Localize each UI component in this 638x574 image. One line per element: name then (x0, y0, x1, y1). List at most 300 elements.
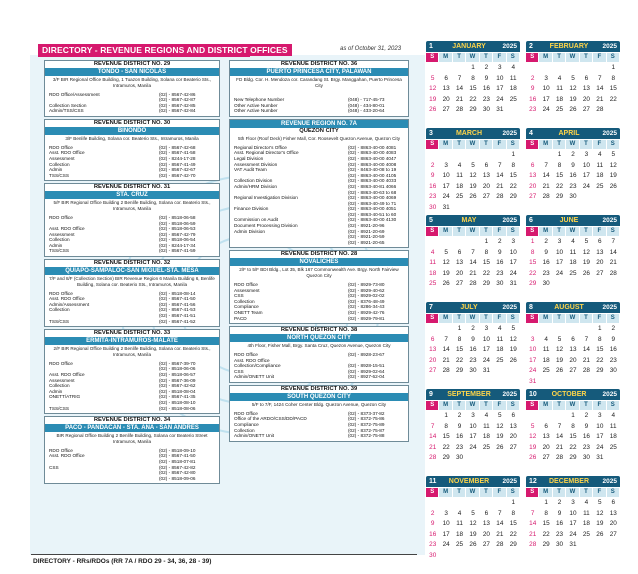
phone-number: (02) - 8518-06-53 (159, 226, 196, 232)
weekday-label: W (466, 227, 479, 236)
phone-number: (02) - 8567-41-51 (159, 313, 196, 319)
day-cell: 20 (482, 530, 490, 538)
day-cell: 22 (542, 530, 550, 538)
day-cell: 8 (511, 161, 516, 169)
day-cell (553, 411, 566, 422)
day-cell: 6 (598, 238, 602, 245)
office-label: RDO Office (49, 144, 73, 150)
day-cell: 20 (456, 269, 464, 277)
day-cell: 5 (584, 238, 589, 245)
phone-number: (02) - 8921-20-69 (348, 228, 385, 234)
contact-list (230, 410, 408, 441)
office-label: Admin (49, 242, 63, 248)
weekday-header (426, 53, 520, 62)
week-row (526, 443, 620, 454)
weekday-label: F (593, 314, 606, 323)
contact-row (49, 248, 215, 254)
day-cell: 17 (442, 182, 450, 190)
phone-number: (02) - 8518-08-04 (159, 388, 196, 394)
district-block (44, 119, 220, 181)
week-row (426, 551, 520, 562)
week-row (426, 345, 520, 356)
district-block (229, 250, 409, 324)
office-label (234, 240, 348, 246)
weekday-label: S (526, 53, 539, 62)
day-cell: 29 (509, 541, 517, 548)
district-number: REVENUE DISTRICT NO. 30 (93, 119, 171, 126)
office-label: CSS (234, 293, 244, 299)
day-cell: 24 (482, 356, 490, 364)
day-cell: 10 (596, 422, 604, 430)
office-label: Admin Division (234, 228, 265, 234)
weekday-header (426, 488, 520, 497)
day-cell: 9 (544, 248, 548, 256)
weekday-header (526, 140, 620, 149)
day-cell: 10 (442, 520, 450, 527)
day-cell (466, 453, 479, 464)
day-cell: 5 (598, 499, 602, 506)
month-year: 2025 (602, 217, 617, 224)
day-cell: 10 (469, 422, 477, 430)
day-cell: 13 (569, 346, 577, 353)
month-name: AUGUST (554, 304, 584, 311)
day-cell: 6 (457, 248, 462, 256)
phone-number: (02) - 8567-39-70 (159, 360, 196, 366)
day-cell: 18 (509, 85, 517, 92)
day-cell: 12 (496, 422, 504, 430)
day-cell (507, 453, 520, 464)
day-cell: 28 (556, 454, 564, 461)
day-cell: 23 (542, 269, 550, 277)
office-label: Assessment (234, 287, 260, 293)
day-cell: 28 (609, 269, 617, 277)
day-cell: 10 (482, 335, 490, 343)
week-row (526, 258, 620, 269)
day-cell: 26 (556, 367, 564, 374)
day-cell: 15 (509, 172, 517, 179)
day-cell: 30 (496, 280, 504, 287)
weekday-label: T (580, 488, 593, 497)
day-cell: 14 (609, 248, 617, 256)
day-cell: 6 (571, 335, 575, 343)
day-cell: 9 (484, 74, 489, 82)
week-row (526, 366, 620, 377)
week-row (426, 171, 520, 182)
day-cell: 13 (482, 520, 490, 527)
district-name: BINONDO (45, 127, 219, 135)
weekday-label: S (507, 314, 520, 323)
district-block (44, 329, 220, 414)
weekday-header (426, 140, 520, 149)
month-name: JUNE (559, 217, 579, 224)
day-cell: 23 (429, 541, 437, 548)
day-cell: 4 (511, 64, 516, 71)
phone-number: (02) - 8567-41-50 (159, 453, 196, 459)
office-label: Asst. RDO Office (49, 226, 85, 232)
day-cell: 22 (509, 530, 517, 538)
day-cell: 24 (542, 106, 550, 113)
month-number: 10 (529, 391, 537, 398)
day-cell: 14 (442, 346, 450, 353)
office-label: RDO Office (49, 360, 73, 366)
day-cell: 19 (496, 433, 504, 440)
office-label: Collection Division (234, 178, 273, 184)
phone-number: (02) - 8929-40-62 (348, 287, 385, 293)
day-cell: 16 (609, 346, 617, 353)
phone-number: (02) - 8863-40-00 4047 (348, 155, 397, 161)
day-cell: 4 (598, 151, 602, 158)
day-cell: 23 (429, 193, 437, 200)
day-cell: 2 (471, 325, 475, 332)
day-cell: 4 (544, 335, 548, 343)
contact-row (234, 240, 404, 246)
day-cell: 7 (557, 422, 562, 430)
office-label: Assessment (49, 231, 75, 237)
day-cell: 16 (429, 530, 437, 538)
day-cell: 15 (569, 433, 577, 440)
weekday-label: W (466, 140, 479, 149)
office-label: Assessment (49, 155, 75, 161)
phone-number: (02) - 8518-06-54 (159, 237, 196, 243)
district-address: 3/F Benlife Building, Solana cor. Beaterio Sts., Intramuros, Manila (65, 135, 199, 141)
day-cell: 7 (611, 238, 616, 245)
day-cell (493, 366, 506, 377)
weekday-label: M (439, 314, 452, 323)
day-cell: 20 (429, 356, 437, 364)
day-cell (526, 324, 539, 335)
weekday-label: M (439, 227, 452, 236)
phone-number: (02) - 8863-40-00 4130 (348, 217, 397, 223)
day-cell: 4 (484, 412, 489, 419)
day-cell (439, 324, 452, 335)
phone-number: (02) - 8567-42-70 (159, 172, 196, 178)
office-label: CSS (234, 368, 244, 374)
contact-list (45, 447, 219, 484)
phone-number: (02) - 8373-37-82 (348, 410, 385, 416)
day-cell (439, 498, 452, 509)
day-cell: 12 (582, 248, 590, 256)
day-cell: 4 (557, 74, 562, 82)
phone-number: (02) - 8518-09-06 (159, 475, 196, 481)
day-cell: 25 (556, 106, 564, 113)
office-label: ONETT Team (234, 310, 263, 316)
day-cell: 11 (483, 422, 490, 430)
month-header (526, 215, 620, 226)
weekday-label: W (566, 314, 579, 323)
day-cell (566, 377, 579, 388)
office-label: RDO Office (234, 410, 258, 416)
day-cell: 22 (529, 269, 537, 277)
day-cell: 20 (509, 433, 517, 440)
day-cell: 20 (482, 182, 490, 190)
day-cell: 5 (571, 74, 575, 82)
day-cell: 11 (596, 161, 604, 169)
weekday-header (426, 314, 520, 323)
page-title: DIRECTORY - REVENUE REGIONS AND DISTRICT OFFICES (38, 44, 292, 56)
weekday-label: W (566, 53, 579, 62)
district-block (229, 60, 409, 117)
month-number: 9 (429, 391, 433, 398)
region-city: QUEZON CITY (299, 127, 339, 134)
month-number: 12 (529, 478, 537, 485)
day-cell: 12 (469, 520, 477, 527)
day-cell: 30 (429, 551, 437, 559)
week-row (426, 95, 520, 106)
day-cell (480, 498, 493, 509)
day-cell: 29 (596, 367, 604, 374)
contact-row (234, 374, 404, 380)
week-row (426, 203, 520, 214)
month-november (426, 476, 520, 561)
week-row (526, 105, 620, 116)
day-cell: 28 (496, 541, 504, 548)
day-cell: 20 (609, 520, 617, 527)
weekday-header (526, 314, 620, 323)
phone-number: (02) - 8518-06-59 (159, 220, 196, 226)
day-cell: 28 (429, 454, 437, 461)
office-label: Admin (49, 167, 63, 173)
right-column (229, 60, 409, 444)
day-cell: 24 (556, 269, 564, 277)
weekday-label: S (526, 227, 539, 236)
day-cell: 14 (456, 85, 464, 92)
month-name: SEPTEMBER (447, 391, 491, 398)
day-cell: 21 (469, 269, 477, 277)
day-cell: 3 (530, 335, 535, 343)
week-row (526, 540, 620, 551)
day-cell (453, 150, 466, 161)
weekday-label: T (580, 53, 593, 62)
phone-number: (02) - 8567-41-58 (159, 150, 196, 156)
office-label: Collection (234, 427, 255, 433)
weekday-label: M (439, 401, 452, 410)
phone-number: (02) - 8863-40-63 to 68 (348, 189, 397, 195)
contact-list (45, 290, 219, 327)
day-cell (553, 279, 566, 290)
week-row (426, 540, 520, 551)
week-row (526, 182, 620, 193)
day-cell: 13 (542, 433, 550, 440)
day-cell: 2 (611, 325, 616, 332)
month-february (526, 41, 620, 116)
month-days (526, 323, 620, 387)
district-name: TONDO - SAN NICOLAS (45, 68, 219, 76)
day-cell: 28 (456, 106, 464, 113)
day-cell: 6 (484, 509, 489, 517)
day-cell: 12 (509, 335, 517, 343)
day-cell: 24 (469, 443, 477, 451)
day-cell: 6 (511, 412, 516, 419)
day-cell: 13 (582, 85, 590, 92)
day-cell: 18 (582, 520, 590, 527)
week-row (426, 443, 520, 454)
day-cell: 13 (529, 172, 537, 179)
office-label: Commission on Audit (234, 217, 279, 223)
day-cell (539, 150, 552, 161)
day-cell: 3 (498, 64, 502, 71)
day-cell: 27 (509, 443, 517, 451)
day-cell: 1 (484, 238, 489, 245)
office-label: Compliance (234, 421, 259, 427)
day-cell: 25 (482, 443, 490, 451)
weekday-label: T (553, 53, 566, 62)
day-cell (439, 150, 452, 161)
day-cell (426, 324, 439, 335)
day-cell: 24 (496, 95, 504, 103)
weekday-label: S (507, 227, 520, 236)
day-cell: 31 (496, 106, 504, 113)
weekday-label: F (593, 488, 606, 497)
week-row (426, 74, 520, 85)
district-address: FD Bldg. Cor. H. Mendoza cor. Carandang St. Brgy. Manggahan, Puerto Princesa City (236, 77, 402, 88)
office-label: RDO Office (49, 290, 73, 296)
office-label: RDO Office (49, 214, 73, 220)
day-cell: 15 (609, 85, 617, 92)
month-header (426, 476, 520, 487)
day-cell (593, 192, 606, 203)
day-cell: 1 (611, 64, 616, 71)
weekday-label: S (526, 140, 539, 149)
day-cell: 24 (442, 541, 450, 548)
month-name: APRIL (558, 130, 580, 137)
weekday-label: F (493, 401, 506, 410)
day-cell: 7 (444, 335, 448, 343)
day-cell: 13 (509, 422, 517, 430)
weekday-label: T (453, 488, 466, 497)
month-header (426, 128, 520, 139)
day-cell (593, 540, 606, 551)
district-name: SOUTH QUEZON CITY (230, 393, 408, 401)
office-label: RDO Office (234, 282, 258, 288)
month-january (426, 41, 520, 116)
month-days (526, 149, 620, 203)
week-row (426, 150, 520, 161)
day-cell: 26 (596, 530, 604, 538)
day-cell: 27 (482, 541, 490, 548)
day-cell: 22 (556, 182, 564, 190)
day-cell: 2 (457, 412, 462, 419)
month-december (526, 476, 620, 551)
day-cell (493, 453, 506, 464)
day-cell: 11 (456, 172, 463, 179)
day-cell: 9 (430, 172, 435, 179)
district-block (229, 326, 409, 383)
month-name: JULY (460, 304, 478, 311)
day-cell: 29 (542, 541, 550, 548)
phone-number: (02) - 8376-48-49 (348, 298, 385, 304)
weekday-label: S (607, 488, 620, 497)
day-cell: 7 (584, 335, 589, 343)
weekday-label: S (607, 140, 620, 149)
phone-number: (02) - 8567-42-85 (159, 102, 196, 108)
contact-list (230, 144, 408, 248)
week-row (426, 279, 520, 290)
month-days (426, 410, 520, 464)
day-cell: 29 (456, 367, 464, 374)
month-name: MAY (461, 217, 477, 224)
day-cell: 18 (456, 182, 464, 190)
day-cell: 16 (542, 259, 550, 266)
day-cell: 2 (498, 238, 502, 245)
phone-number: (02) - 8863-40-00 4033 (348, 178, 397, 184)
day-cell: 15 (469, 85, 477, 92)
day-cell (593, 63, 606, 74)
day-cell: 19 (529, 443, 537, 451)
day-cell: 7 (430, 422, 435, 430)
week-row (426, 237, 520, 248)
phone-number: (02) - 8567-42-86 (159, 91, 196, 97)
phone-number: (02) - 8863-40-00 4051 (348, 206, 397, 212)
week-row (426, 453, 520, 464)
month-name: JANUARY (452, 43, 486, 50)
weekday-label: T (580, 314, 593, 323)
day-cell: 16 (429, 182, 437, 190)
day-cell (580, 279, 593, 290)
day-cell (580, 324, 593, 335)
day-cell: 14 (596, 85, 604, 92)
week-row (426, 63, 520, 74)
day-cell (426, 237, 439, 248)
district-address: 5/F BIR Regional Office Building 2 Benlife Building, Solana cor. Beaterio Sts., Intramuros, Manila (53, 200, 211, 212)
day-cell: 9 (457, 422, 462, 430)
phone-number: (02) - 8863-40-00 4105 (348, 172, 397, 178)
phone-number: (02) - 8929-79-81 (348, 315, 385, 321)
office-label: Admin/Assessment (49, 301, 90, 307)
weekday-label: T (453, 140, 466, 149)
week-row (526, 161, 620, 172)
day-cell: 18 (596, 172, 604, 179)
month-header (526, 476, 620, 487)
week-row (426, 324, 520, 335)
office-label: TSS/CSS (49, 172, 70, 178)
phone-number: (02) - 8518-07-81 (159, 458, 196, 464)
day-cell: 17 (582, 172, 590, 179)
district-address: 4th Floor, Fisher Mall, Brgy. Santa Cruz, Quezon Avenue, Quezon City (247, 343, 391, 349)
day-cell (466, 203, 479, 214)
day-cell: 7 (530, 509, 535, 517)
month-header (526, 302, 620, 313)
day-cell: 8 (471, 74, 475, 82)
day-cell: 2 (584, 412, 589, 419)
day-cell: 21 (429, 443, 437, 451)
day-cell: 25 (609, 443, 617, 451)
office-label: Office of the ARDO/CSS/DD/PACD (234, 416, 307, 422)
day-cell: 21 (456, 95, 464, 103)
day-cell: 17 (542, 95, 550, 103)
day-cell (426, 498, 439, 509)
month-name: DECEMBER (548, 478, 590, 485)
day-cell: 24 (442, 193, 450, 200)
day-cell: 27 (569, 367, 577, 374)
day-cell: 28 (596, 106, 604, 113)
day-cell: 15 (542, 520, 550, 527)
month-header (426, 41, 520, 52)
day-cell (507, 551, 520, 562)
contact-list (45, 360, 219, 413)
day-cell: 22 (442, 443, 450, 451)
day-cell: 19 (469, 182, 477, 190)
phone-number: (02) - 8921-20-65 (348, 239, 385, 245)
day-cell: 25 (429, 280, 437, 287)
district-block (44, 259, 220, 327)
week-row (526, 530, 620, 541)
weekday-label: T (480, 314, 493, 323)
weekday-label: T (480, 227, 493, 236)
day-cell (526, 498, 539, 509)
day-cell: 12 (442, 259, 450, 266)
day-cell: 8 (611, 74, 616, 82)
day-cell: 4 (584, 499, 589, 506)
